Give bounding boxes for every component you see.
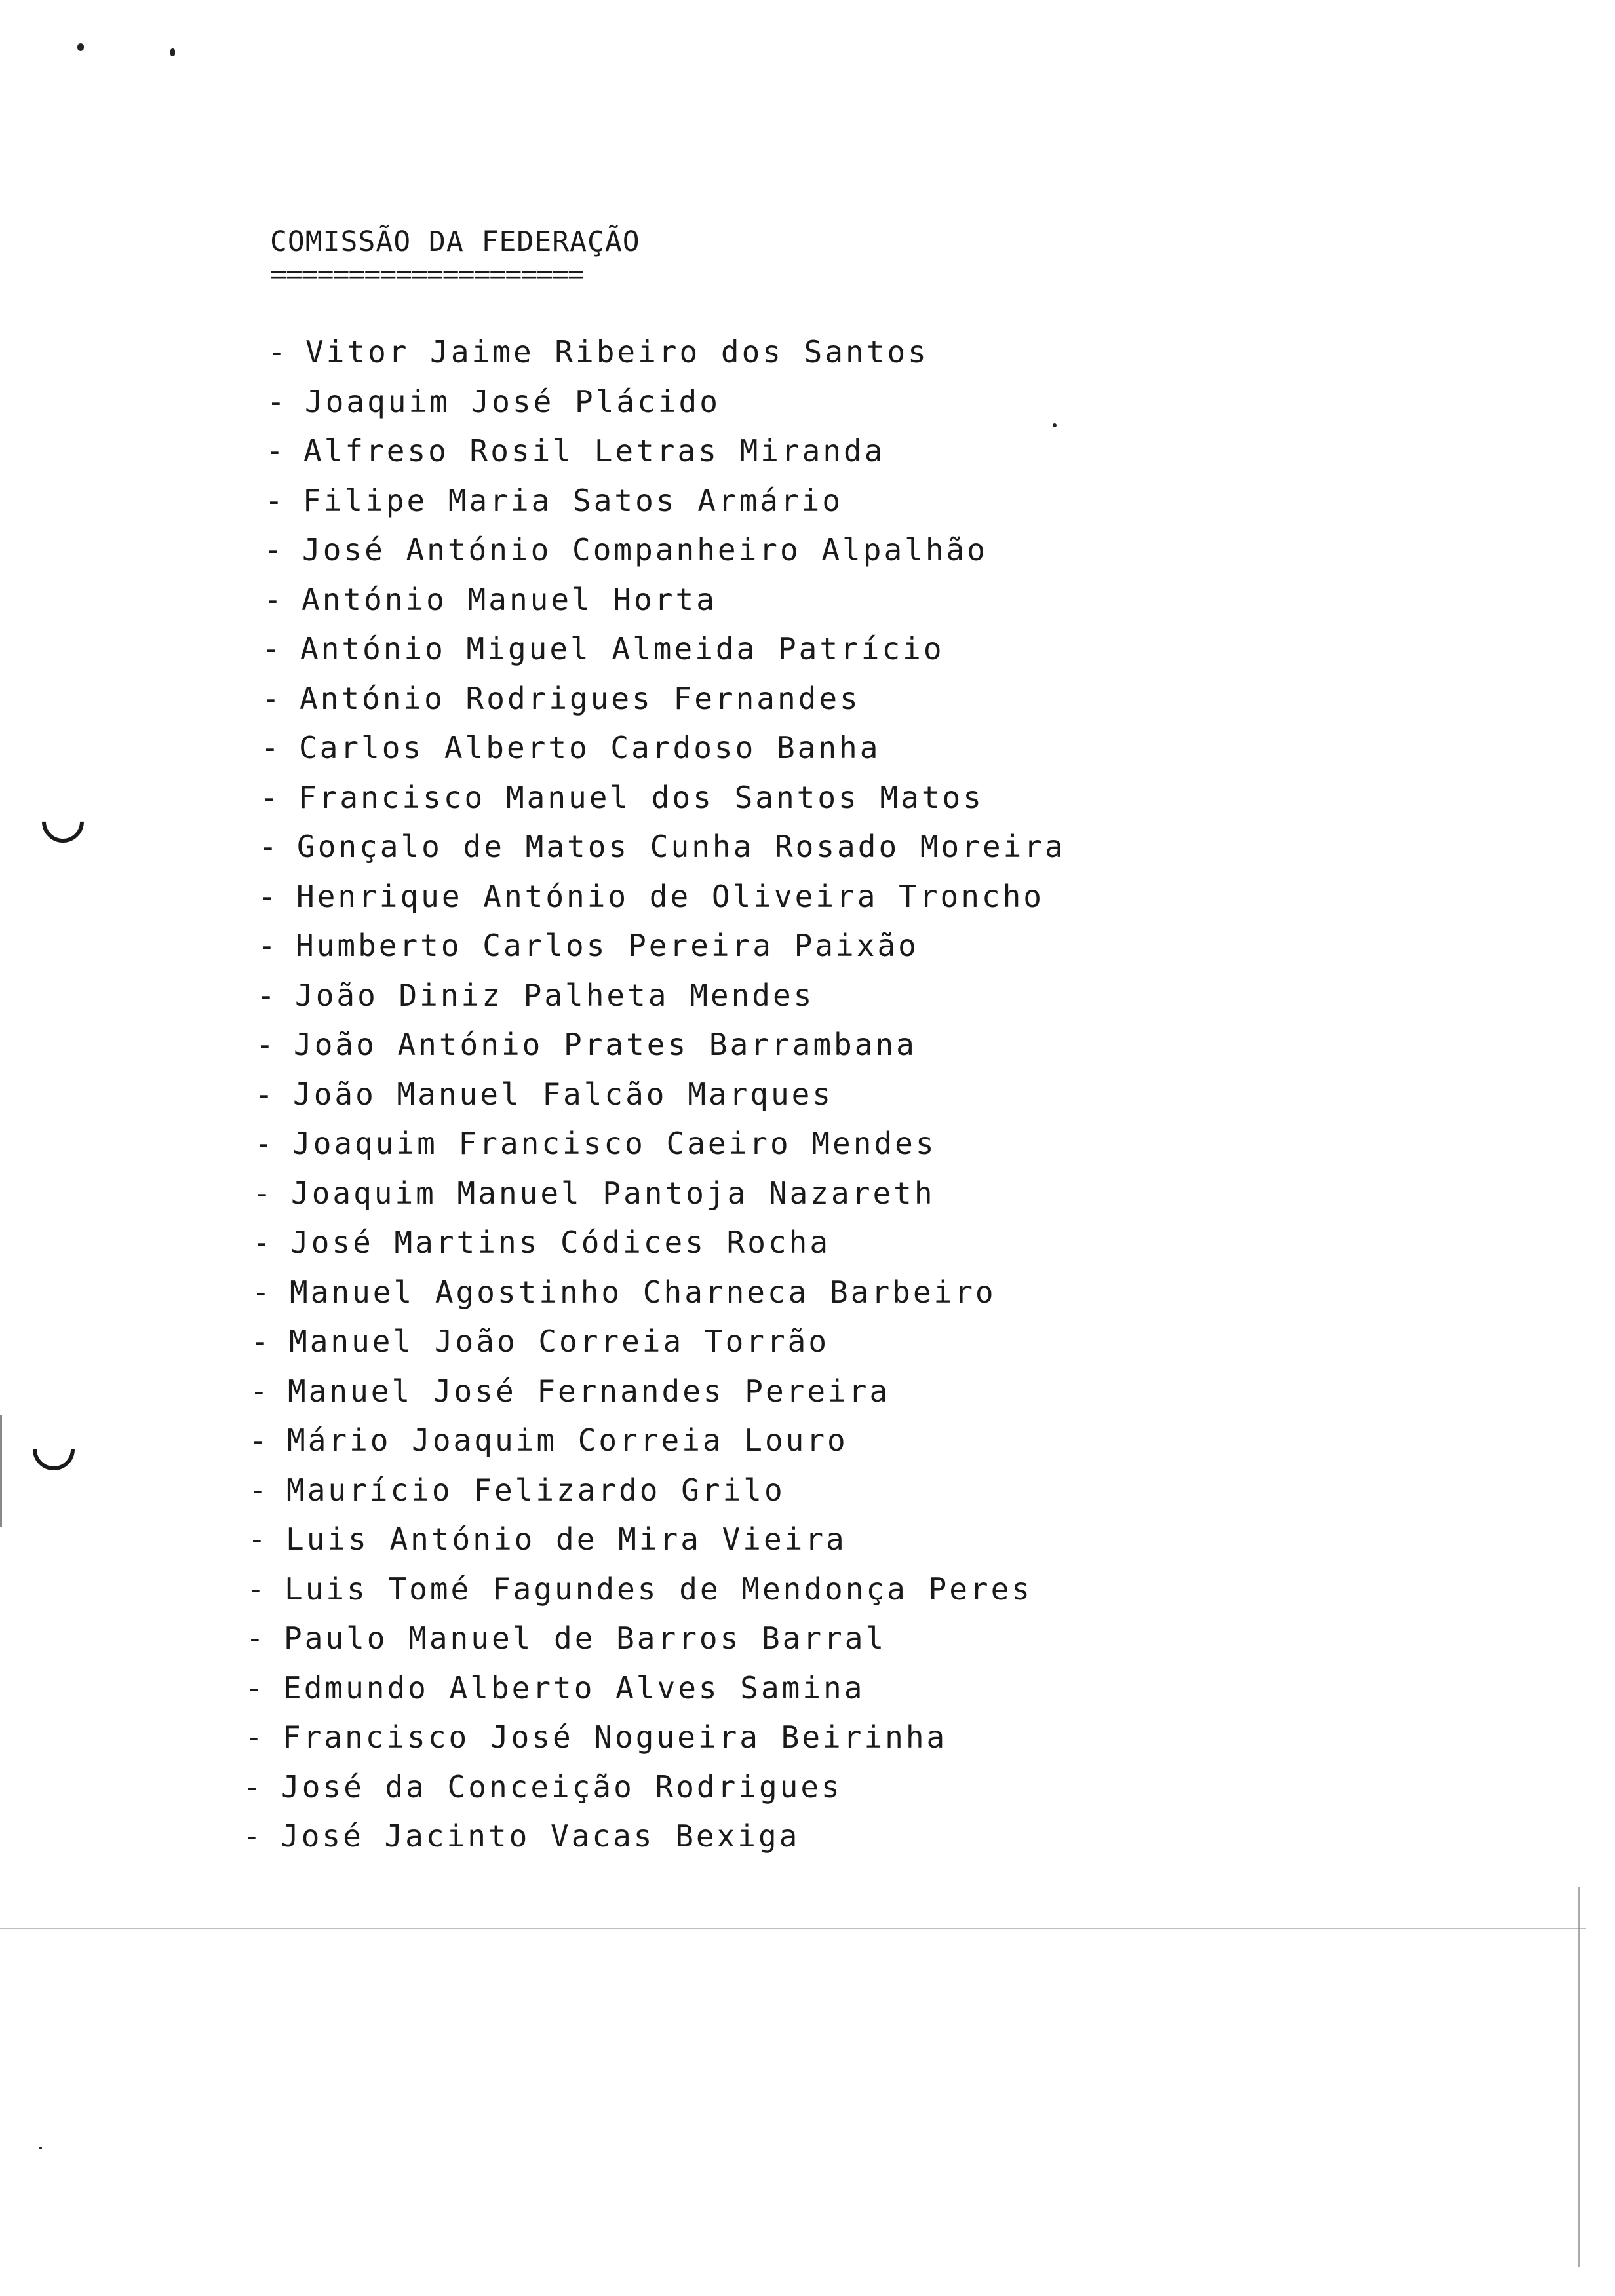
member-list-item (252, 1225, 831, 1260)
member-name: João António Prates Barrambana (294, 1027, 917, 1062)
member-list-item (246, 1620, 887, 1656)
list-bullet-dash: - (250, 1373, 271, 1409)
list-bullet-dash: - (251, 1324, 272, 1359)
member-list-item (249, 1423, 848, 1458)
member-name: António Miguel Almeida Patrício (300, 631, 944, 666)
member-list-item (257, 978, 815, 1013)
list-bullet-dash: - (265, 433, 286, 469)
member-list-item (256, 1029, 917, 1060)
member-name: José António Companheiro Alpalhão (302, 532, 988, 567)
list-bullet-dash: - (244, 1719, 265, 1755)
member-list-item (267, 334, 929, 370)
member-name: Humberto Carlos Pereira Paixão (296, 928, 919, 963)
list-bullet-dash: - (258, 928, 279, 963)
member-name: Edmundo Alberto Alves Samina (283, 1670, 865, 1706)
member-name: José da Conceição Rodrigues (281, 1769, 842, 1805)
list-bullet-dash: - (252, 1274, 273, 1310)
list-bullet-dash: - (255, 1077, 276, 1112)
member-name: Henrique António de Oliveira Troncho (296, 879, 1044, 914)
list-bullet-dash: - (260, 780, 281, 815)
member-name: Joaquim Manuel Pantoja Nazareth (291, 1176, 935, 1211)
list-bullet-dash: - (243, 1818, 263, 1854)
document-heading: COMISSÃO DA FEDERAÇÃO (270, 225, 640, 258)
list-bullet-dash: - (252, 1225, 273, 1260)
member-list-item (252, 1274, 996, 1310)
member-name: Gonçalo de Matos Cunha Rosado Moreira (297, 829, 1066, 864)
list-bullet-dash: - (256, 1027, 277, 1062)
list-bullet-dash: - (245, 1670, 266, 1706)
member-list-item (261, 730, 881, 765)
list-bullet-dash: - (263, 582, 284, 617)
list-bullet-dash: - (262, 631, 283, 666)
member-list-item (258, 879, 1044, 914)
member-name: Vitor Jaime Ribeiro dos Santos (305, 334, 929, 370)
list-bullet-dash: - (259, 829, 280, 864)
member-list-item (262, 631, 944, 666)
list-bullet-dash: - (267, 384, 288, 419)
member-name: João Manuel Falcão Marques (293, 1077, 834, 1112)
member-list-item (250, 1373, 891, 1409)
member-name: Manuel José Fernandes Pereira (288, 1373, 891, 1409)
member-name: Francisco Manuel dos Santos Matos (298, 780, 984, 815)
member-name: Joaquim Francisco Caeiro Mendes (292, 1126, 937, 1161)
member-name: Joaquim José Plácido (305, 384, 720, 419)
member-name: João Diniz Palheta Mendes (295, 978, 815, 1013)
member-list-item (246, 1571, 1032, 1607)
member-name: Manuel Agostinho Charneca Barbeiro (290, 1274, 996, 1310)
member-list-item (263, 584, 717, 615)
list-bullet-dash: - (265, 483, 286, 518)
member-list-item (260, 782, 984, 813)
member-list-item (253, 1176, 935, 1211)
list-bullet-dash: - (257, 978, 278, 1013)
list-bullet-dash: - (246, 1620, 267, 1656)
list-bullet-dash: - (249, 1423, 270, 1458)
member-name: António Rodrigues Fernandes (300, 681, 861, 716)
member-list-item (248, 1472, 785, 1508)
list-bullet-dash: - (243, 1769, 264, 1805)
member-name: Luis Tomé Fagundes de Mendonça Peres (284, 1571, 1032, 1607)
member-list-item (244, 1719, 948, 1755)
list-bullet-dash: - (246, 1571, 267, 1607)
member-name: Maurício Felizardo Grilo (286, 1472, 785, 1508)
member-list-item (265, 433, 885, 469)
member-list-item (243, 1818, 800, 1854)
list-bullet-dash: - (258, 879, 279, 914)
member-list-item (243, 1769, 842, 1805)
member-list-item (267, 384, 720, 419)
member-name: Carlos Alberto Cardoso Banha (299, 730, 881, 765)
member-name: Francisco José Nogueira Beirinha (282, 1719, 948, 1755)
list-bullet-dash: - (254, 1126, 275, 1161)
list-bullet-dash: - (261, 730, 282, 765)
list-bullet-dash: - (248, 1521, 269, 1557)
member-list-item (251, 1324, 830, 1359)
member-name: Mário Joaquim Correia Louro (287, 1423, 848, 1458)
list-bullet-dash: - (248, 1472, 269, 1508)
member-name: Manuel João Correia Torrão (289, 1324, 830, 1359)
member-list-item (248, 1521, 847, 1557)
heading-underline: ==================== (270, 258, 583, 291)
member-name: Alfreso Rosil Letras Miranda (303, 433, 885, 469)
list-bullet-dash: - (262, 681, 282, 716)
member-name: Paulo Manuel de Barros Barral (284, 1620, 887, 1656)
member-list-item (254, 1126, 937, 1161)
member-name: António Manuel Horta (302, 582, 717, 617)
member-list-item (262, 683, 861, 714)
member-list-item (245, 1670, 865, 1706)
list-bullet-dash: - (267, 334, 288, 370)
member-list-item (259, 829, 1066, 864)
list-bullet-dash: - (264, 532, 285, 567)
member-name: José Jacinto Vacas Bexiga (281, 1818, 800, 1854)
list-bullet-dash: - (253, 1176, 274, 1211)
member-list-item (264, 532, 988, 567)
member-name: Filipe Maria Satos Armário (303, 483, 844, 518)
member-name: Luis António de Mira Vieira (286, 1521, 847, 1557)
member-list-item (265, 483, 844, 518)
member-list-item (255, 1077, 834, 1112)
member-list-item (258, 930, 919, 961)
member-name: José Martins Códices Rocha (290, 1225, 831, 1260)
